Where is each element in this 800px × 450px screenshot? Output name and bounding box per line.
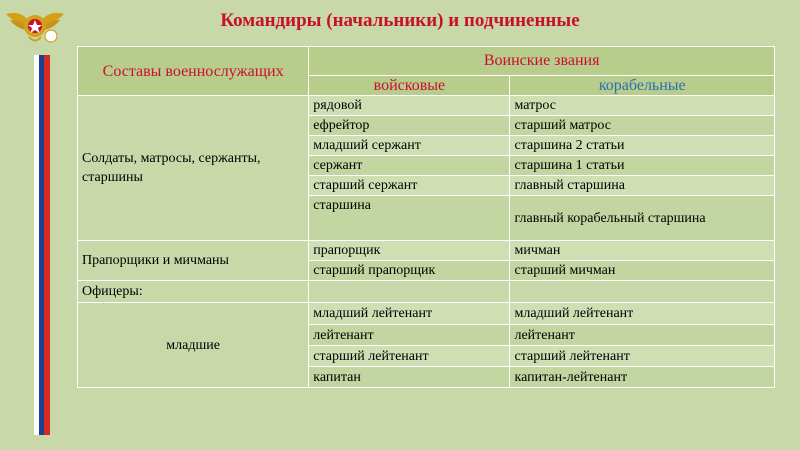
table-row — [78, 281, 775, 303]
rank-vojsk: ефрейтор — [309, 116, 510, 136]
rank-vojsk: старшина — [309, 196, 510, 241]
rank-vojsk: прапорщик — [309, 241, 510, 261]
rank-vojsk: старший лейтенант — [309, 346, 510, 367]
rank-vojsk: младший сержант — [309, 136, 510, 156]
rank-korab: старший мичман — [510, 261, 775, 281]
rank-vojsk: старший сержант — [309, 176, 510, 196]
rank-korab: старшина 1 статьи — [510, 156, 775, 176]
page-title: Командиры (начальники) и подчиненные — [220, 10, 580, 31]
empty-cell — [510, 281, 775, 303]
table-row — [78, 96, 775, 116]
header-korab: корабельные — [510, 75, 775, 95]
rank-korab: главный старшина — [510, 176, 775, 196]
rank-korab: главный корабельный старшина — [510, 196, 775, 241]
rank-korab: матрос — [510, 96, 775, 116]
rank-korab: старшина 2 статьи — [510, 136, 775, 156]
double-headed-eagle-emblem-icon — [4, 6, 66, 46]
rank-korab: капитан-лейтенант — [510, 367, 775, 388]
ranks-table — [77, 46, 775, 388]
rank-vojsk: сержант — [309, 156, 510, 176]
rank-vojsk: капитан — [309, 367, 510, 388]
rank-korab: мичман — [510, 241, 775, 261]
empty-cell — [309, 281, 510, 303]
rank-vojsk: рядовой — [309, 96, 510, 116]
rank-vojsk: младший лейтенант — [309, 303, 510, 325]
header-composition: Составы военнослужащих — [78, 47, 309, 96]
russian-flag-stripe — [34, 55, 50, 435]
rank-korab: младший лейтенант — [510, 303, 775, 325]
header-vojsk: войсковые — [309, 75, 510, 95]
group-junior: младшие — [78, 303, 309, 388]
rank-korab: лейтенант — [510, 325, 775, 346]
table-row — [78, 303, 775, 325]
rank-korab: старший лейтенант — [510, 346, 775, 367]
rank-korab: старший матрос — [510, 116, 775, 136]
table-row — [78, 241, 775, 261]
rank-vojsk: лейтенант — [309, 325, 510, 346]
rank-vojsk: старший прапорщик — [309, 261, 510, 281]
group-soldiers: Солдаты, матросы, сержанты, старшины — [78, 96, 309, 241]
group-officers: Офицеры: — [78, 281, 309, 303]
header-ranks: Воинские звания — [309, 47, 775, 76]
group-warrant: Прапорщики и мичманы — [78, 241, 309, 281]
